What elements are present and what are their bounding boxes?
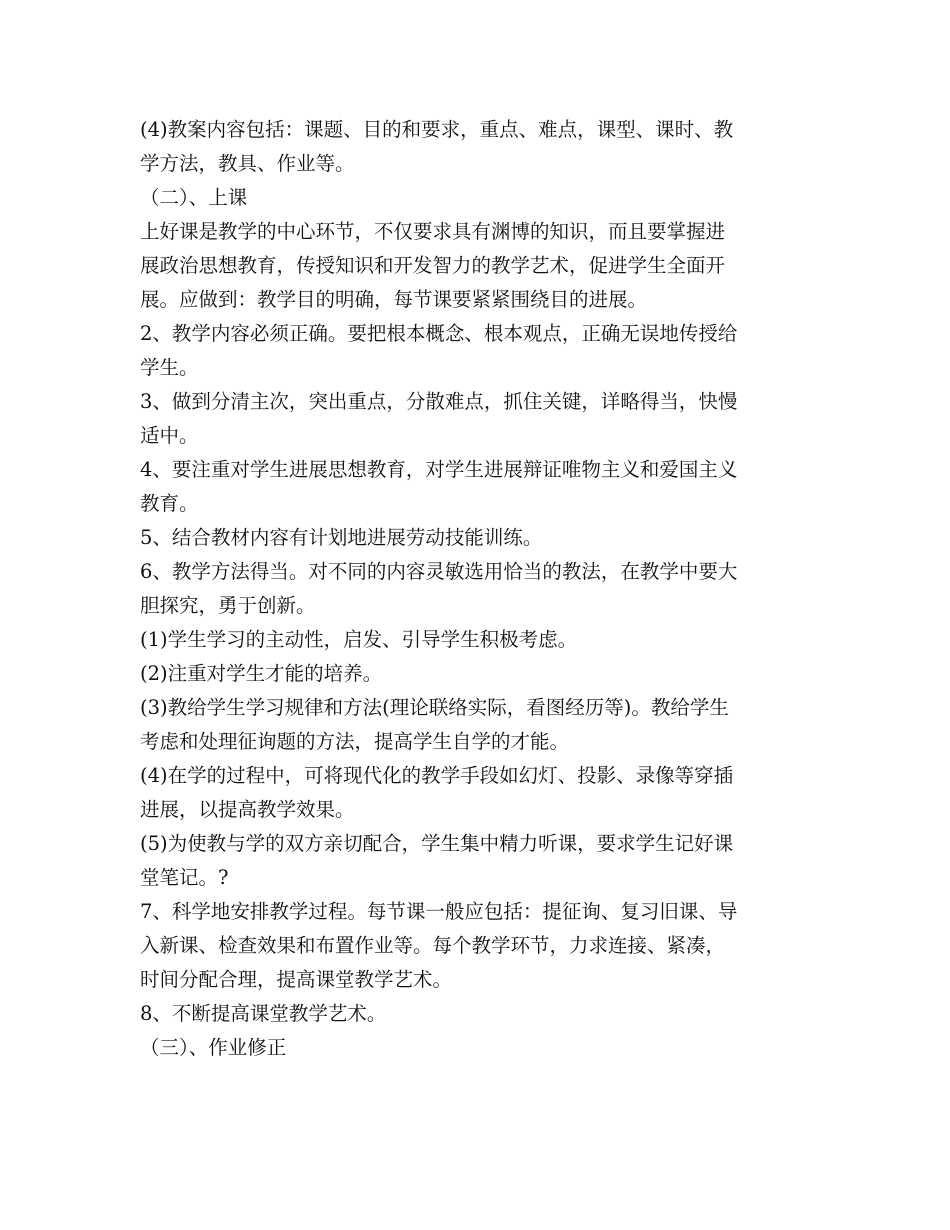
text-line: 时间分配合理，提高课堂教学艺术。 xyxy=(140,968,453,991)
text-line: (1)学生学习的主动性，启发、引导学生积极考虑。 xyxy=(140,628,578,651)
text-line: 进展，以提高教学效果。 xyxy=(140,798,355,821)
text-line: 3、做到分清主次，突出重点，分散难点，抓住关键，详略得当，快慢 xyxy=(140,390,738,413)
text-line: 4、要注重对学生进展思想教育，对学生进展辩证唯物主义和爱国主义 xyxy=(140,458,738,481)
text-line: 适中。 xyxy=(140,424,199,447)
text-line: 入新课、检查效果和布置作业等。每个教学环节，力求连接、紧凑， xyxy=(140,934,726,957)
text-line: 7、科学地安排教学过程。每节课一般应包括：提征询、复习旧课、导 xyxy=(140,900,738,923)
text-line: (2)注重对学生才能的培养。 xyxy=(140,662,383,685)
text-line: (4)在学的过程中，可将现代化的教学手段如幻灯、投影、录像等穿插 xyxy=(140,764,734,787)
text-line: 堂笔记。? xyxy=(140,866,229,889)
text-line: 展政治思想教育，传授知识和开发智力的教学艺术，促进学生全面开 xyxy=(140,254,726,277)
text-line: 8、不断提高课堂教学艺术。 xyxy=(140,1002,387,1025)
text-line: 考虑和处理征询题的方法，提高学生自学的才能。 xyxy=(140,730,570,753)
text-line: (5)为使教与学的双方亲切配合，学生集中精力听课，要求学生记好课 xyxy=(140,832,734,855)
document-body xyxy=(140,113,820,1065)
text-line: (3)教给学生学习规律和方法(理论联络实际，看图经历等)。教给学生 xyxy=(140,696,729,719)
text-line: 5、结合教材内容有计划地进展劳动技能训练。 xyxy=(140,526,543,549)
text-line: (4)教案内容包括：课题、目的和要求，重点、难点，课型、课时、教 xyxy=(140,118,734,141)
text-line: 学生。 xyxy=(140,356,199,379)
text-line: 学方法，教具、作业等。 xyxy=(140,152,355,175)
text-line: 2、教学内容必须正确。要把根本概念、根本观点，正确无误地传授给 xyxy=(140,322,738,345)
text-line: 胆探究，勇于创新。 xyxy=(140,594,316,617)
text-line: 展。应做到：教学目的明确，每节课要紧紧围绕目的进展。 xyxy=(140,288,648,311)
text-line: 教育。 xyxy=(140,492,199,515)
section-heading: （二）、上课 xyxy=(140,186,248,209)
text-line: 6、教学方法得当。对不同的内容灵敏选用恰当的教法，在教学中要大 xyxy=(140,560,738,583)
text-line: 上好课是教学的中心环节，不仅要求具有渊博的知识，而且要掌握进 xyxy=(140,220,726,243)
section-heading: （三）、作业修正 xyxy=(140,1036,287,1059)
